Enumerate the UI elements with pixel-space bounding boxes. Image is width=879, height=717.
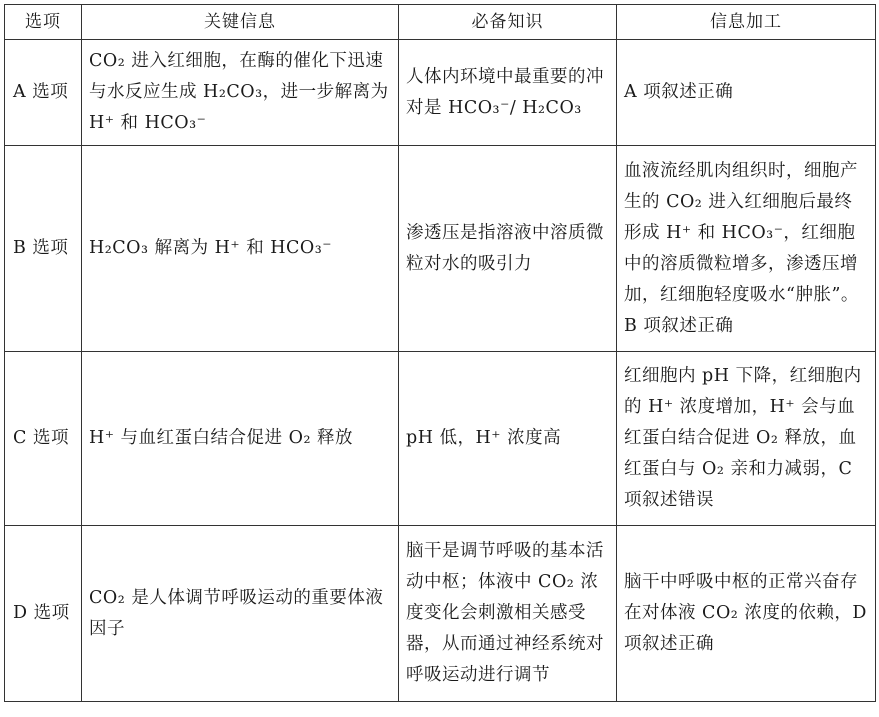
row-knowledge: 渗透压是指溶液中溶质微粒对水的吸引力 xyxy=(399,146,617,352)
header-row xyxy=(5,5,876,40)
row-processing: A 项叙述正确 xyxy=(617,40,876,146)
header-processing: 信息加工 xyxy=(617,5,876,40)
analysis-table-container xyxy=(4,4,875,702)
analysis-table xyxy=(4,4,876,702)
row-option: A 选项 xyxy=(5,40,82,146)
row-knowledge: pH 低，H⁺ 浓度高 xyxy=(399,352,617,526)
row-option: C 选项 xyxy=(5,352,82,526)
row-knowledge: 脑干是调节呼吸的基本活动中枢；体液中 CO₂ 浓度变化会刺激相关感受器，从而通过神经系统对呼吸运动进行调节 xyxy=(399,526,617,702)
row-knowledge: 人体内环境中最重要的冲对是 HCO₃⁻/ H₂CO₃ xyxy=(399,40,617,146)
header-knowledge: 必备知识 xyxy=(399,5,617,40)
table-row xyxy=(5,526,876,702)
row-key-info: CO₂ 是人体调节呼吸运动的重要体液因子 xyxy=(82,526,399,702)
table-row xyxy=(5,146,876,352)
row-key-info: H⁺ 与血红蛋白结合促进 O₂ 释放 xyxy=(82,352,399,526)
row-key-info: CO₂ 进入红细胞，在酶的催化下迅速与水反应生成 H₂CO₃，进一步解离为 H⁺ 和 HCO₃⁻ xyxy=(82,40,399,146)
row-key-info: H₂CO₃ 解离为 H⁺ 和 HCO₃⁻ xyxy=(82,146,399,352)
row-processing: 脑干中呼吸中枢的正常兴奋存在对体液 CO₂ 浓度的依赖，D 项叙述正确 xyxy=(617,526,876,702)
header-key-info: 关键信息 xyxy=(82,5,399,40)
row-option: D 选项 xyxy=(5,526,82,702)
row-processing: 红细胞内 pH 下降，红细胞内的 H⁺ 浓度增加，H⁺ 会与血红蛋白结合促进 O₂ 释放，血红蛋白与 O₂ 亲和力减弱，C 项叙述错误 xyxy=(617,352,876,526)
row-option: B 选项 xyxy=(5,146,82,352)
row-processing: 血液流经肌肉组织时，细胞产生的 CO₂ 进入红细胞后最终形成 H⁺ 和 HCO₃⁻，红细胞中的溶质微粒增多，渗透压增加，红细胞轻度吸水“肿胀”。B 项叙述正确 xyxy=(617,146,876,352)
table-row xyxy=(5,40,876,146)
header-option: 选项 xyxy=(5,5,82,40)
table-row xyxy=(5,352,876,526)
